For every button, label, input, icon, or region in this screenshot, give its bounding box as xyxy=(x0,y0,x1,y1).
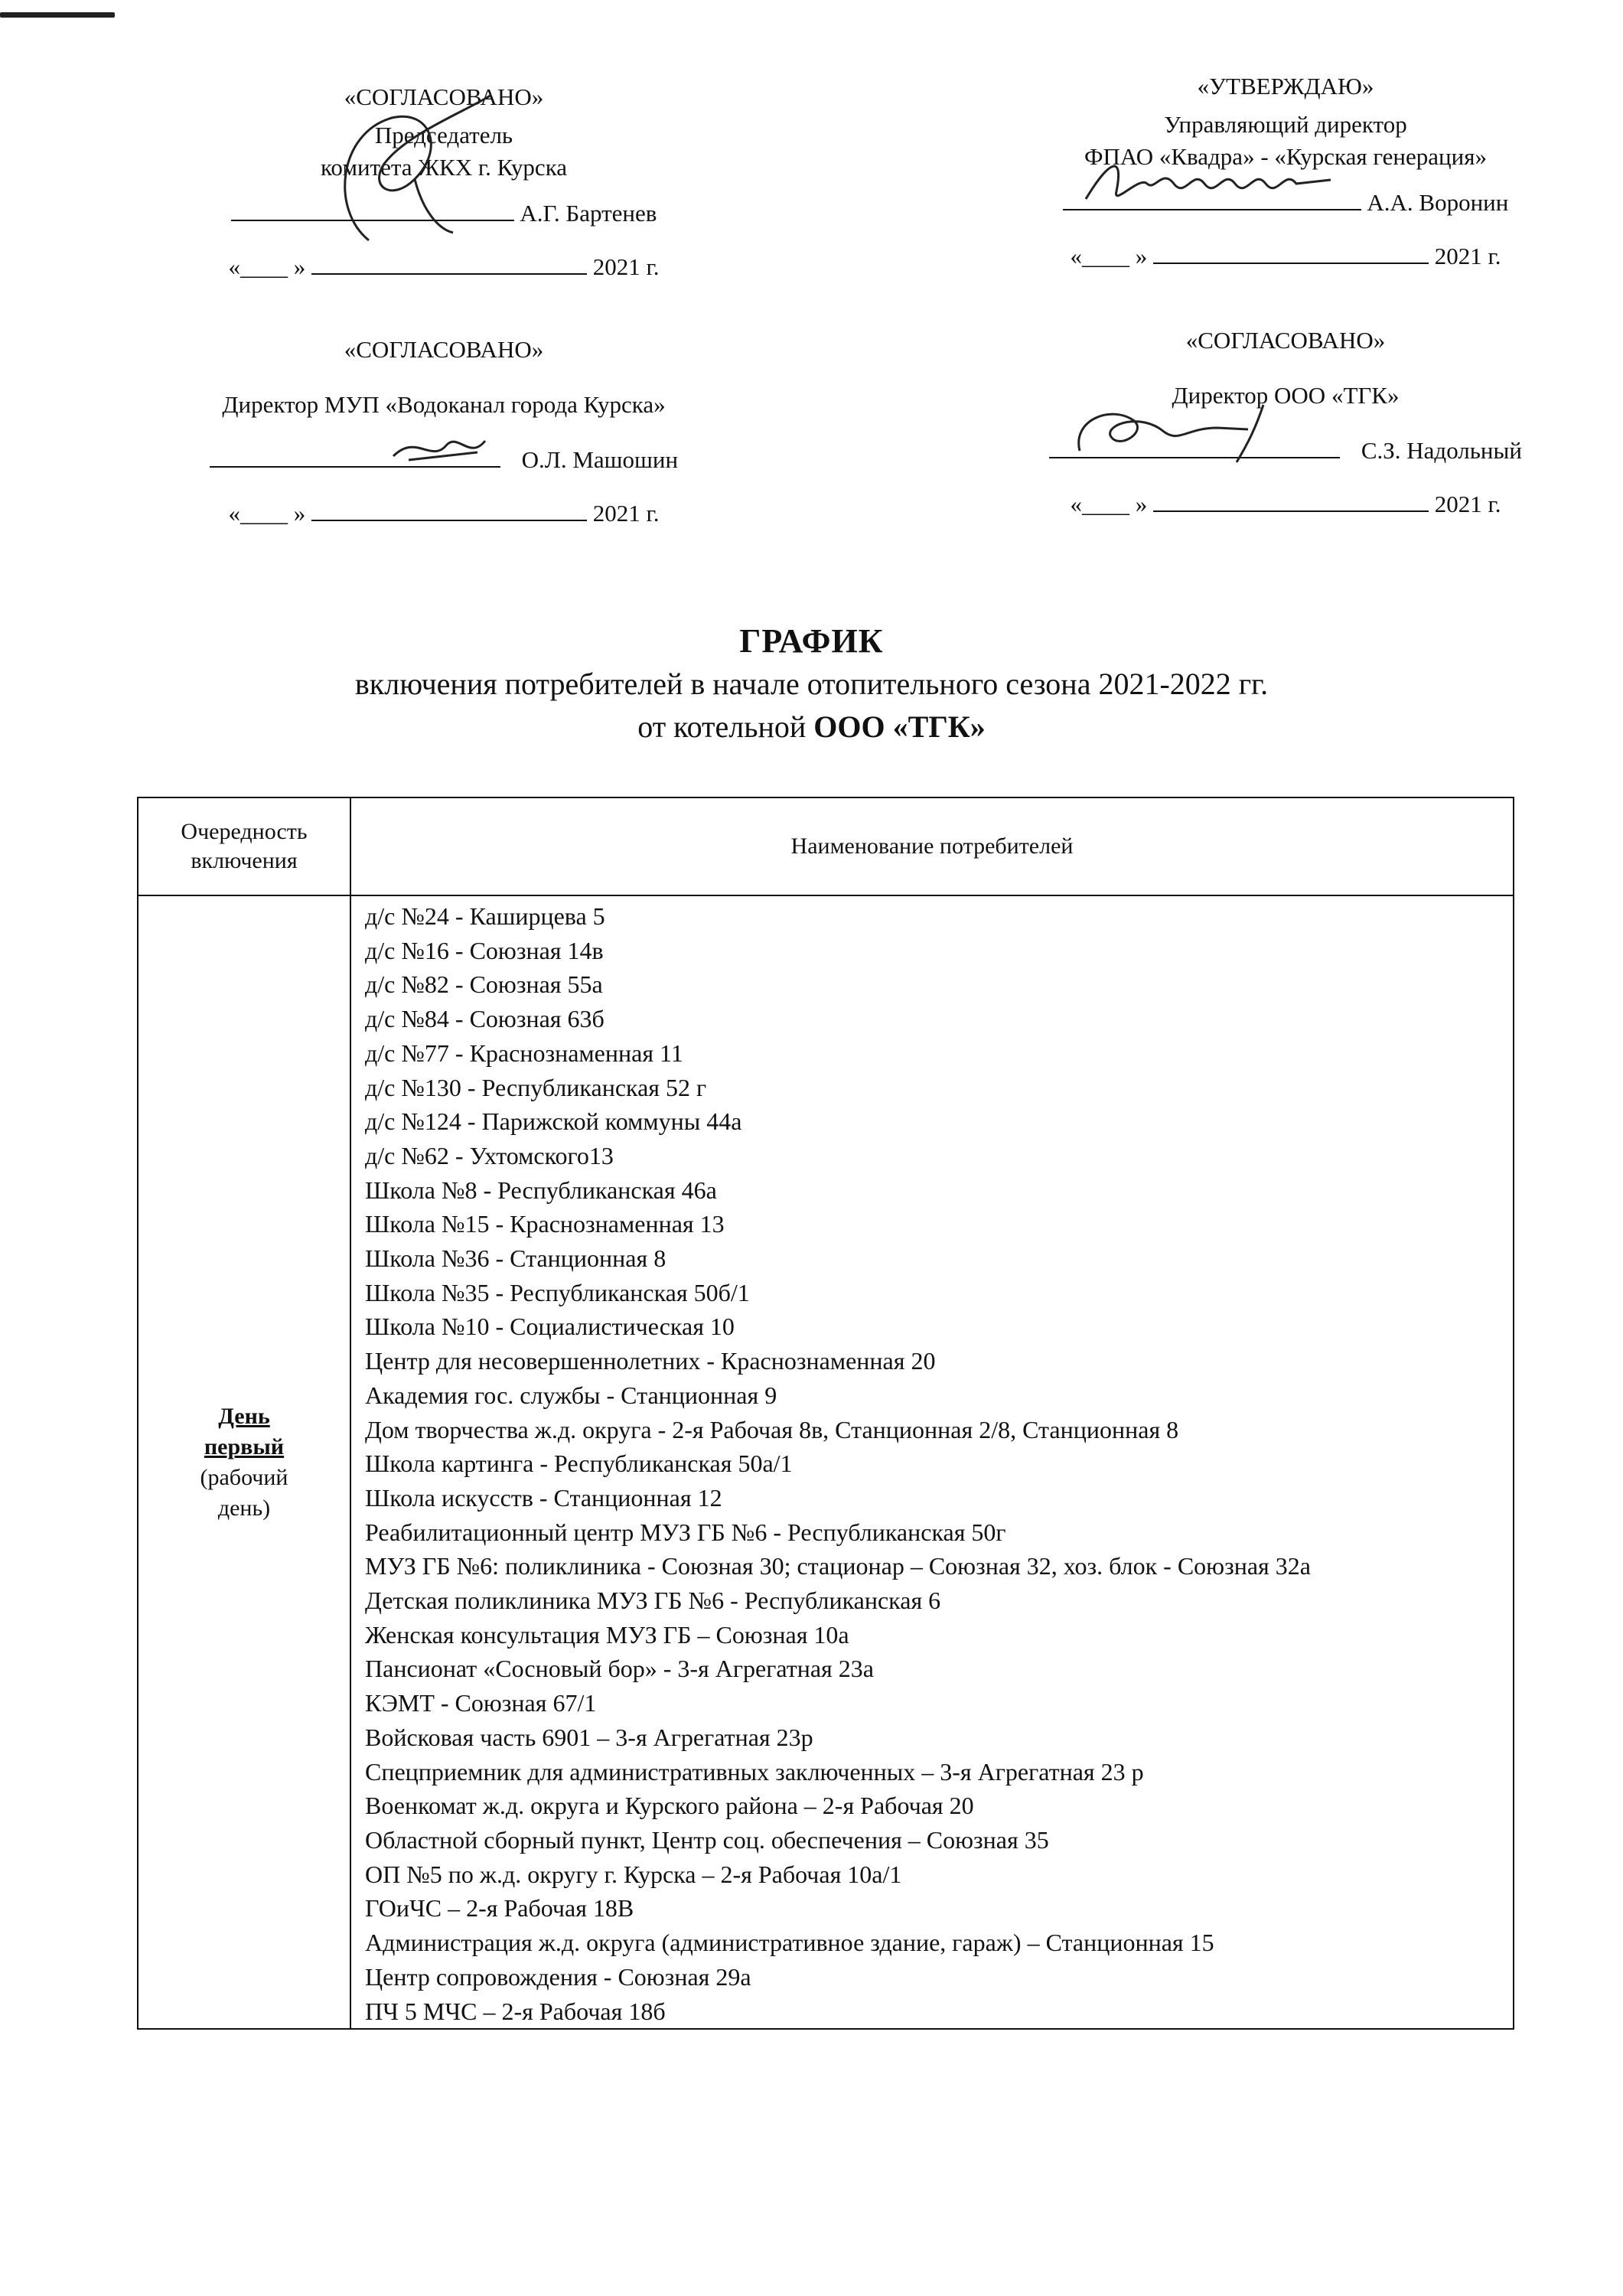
approval-block-tgk xyxy=(1025,321,1546,523)
title-source-company: ООО «ТГК» xyxy=(813,709,986,744)
list-item: д/с №130 - Республиканская 52 г xyxy=(365,1073,707,1101)
signer-name: С.З. Надольный xyxy=(1361,437,1522,464)
list-item: Войсковая часть 6901 – 3-я Агрегатная 23р xyxy=(365,1723,813,1751)
order-day-label: День xyxy=(218,1403,270,1429)
list-item: д/с №77 - Краснознаменная 11 xyxy=(365,1039,683,1067)
approval-heading: «СОГЛАСОВАНО» xyxy=(1185,327,1386,354)
list-item: д/с №24 - Каширцева 5 xyxy=(365,902,605,930)
signer-name: А.А. Воронин xyxy=(1367,189,1509,216)
date-day-placeholder: «____ » xyxy=(228,500,306,527)
date-year: 2021 г. xyxy=(592,253,660,280)
date-year: 2021 г. xyxy=(1434,243,1501,269)
list-item: Областной сборный пункт, Центр соц. обеспечения – Союзная 35 xyxy=(365,1825,1049,1854)
list-item: Дом творчества ж.д. округа - 2-я Рабочая 8в, Станционная 2/8, Станционная 8 xyxy=(365,1415,1179,1443)
list-item: Спецприемник для административных заключенных – 3-я Агрегатная 23 р xyxy=(365,1757,1144,1786)
date-day-placeholder: «____ » xyxy=(228,253,306,280)
list-item: Школа картинга - Республиканская 50а/1 xyxy=(365,1450,793,1478)
approval-heading: «СОГЛАСОВАНО» xyxy=(344,336,544,363)
title-subtitle: включения потребителей в начале отопительного сезона 2021-2022 гг. xyxy=(354,667,1269,701)
order-cell xyxy=(138,895,350,2029)
signature-line xyxy=(210,441,500,479)
signer-name: О.Л. Машошин xyxy=(521,446,679,473)
approval-heading: «УТВЕРЖДАЮ» xyxy=(1197,73,1374,99)
list-item: Женская консультация МУЗ ГБ – Союзная 10а xyxy=(365,1620,849,1649)
approval-block-vodokanal xyxy=(168,331,719,533)
date-month-line xyxy=(1153,240,1429,264)
list-item: д/с №62 - Ухтомского13 xyxy=(365,1141,614,1169)
date-month-line xyxy=(311,250,587,275)
list-item: Детская поликлиника МУЗ ГБ №6 - Республиканская 6 xyxy=(365,1587,941,1615)
list-item: д/с №84 - Союзная 63б xyxy=(365,1005,605,1033)
date-day-placeholder: «____ » xyxy=(1070,243,1148,269)
date-year: 2021 г. xyxy=(592,500,660,527)
list-item: КЭМТ - Союзная 67/1 xyxy=(365,1689,597,1717)
list-item: ГОиЧС – 2-я Рабочая 18В xyxy=(365,1894,634,1923)
signer-position: Управляющий директор xyxy=(1164,111,1407,138)
date-day-placeholder: «____ » xyxy=(1070,491,1148,517)
list-item: Школа №8 - Республиканская 46а xyxy=(365,1176,717,1204)
list-item: д/с №124 - Парижской коммуны 44а xyxy=(365,1107,742,1136)
consumer-list xyxy=(365,896,1513,2028)
list-item: Реабилитационный центр МУЗ ГБ №6 - Республиканская 50г xyxy=(365,1518,1006,1546)
approval-block-housing-committee xyxy=(184,78,704,286)
list-item: Школа №36 - Станционная 8 xyxy=(365,1244,666,1273)
document-title xyxy=(0,620,1623,748)
list-item: Школа искусств - Станционная 12 xyxy=(365,1483,722,1512)
column-header-order: Очередность включения xyxy=(138,797,350,895)
signer-position: Директор МУП «Водоканал города Курска» xyxy=(222,391,666,418)
order-note-end: день) xyxy=(217,1495,271,1521)
list-item: Школа №10 - Социалистическая 10 xyxy=(365,1313,735,1341)
date-year: 2021 г. xyxy=(1434,491,1501,517)
scan-edge-mark xyxy=(0,12,115,18)
list-item: Центр для несовершеннолетних - Краснознаменная 20 xyxy=(365,1347,936,1375)
schedule-table xyxy=(137,797,1514,2030)
consumers-cell xyxy=(350,895,1514,2029)
signer-name: А.Г. Бартенев xyxy=(520,200,657,227)
date-month-line xyxy=(1153,488,1429,512)
list-item: ОП №5 по ж.д. округу г. Курска – 2-я Рабочая 10а/1 xyxy=(365,1860,902,1888)
list-item: Военкомат ж.д. округа и Курского района – 2-я Рабочая 20 xyxy=(365,1792,974,1820)
list-item: МУЗ ГБ №6: поликлиника - Союзная 30; стационар – Союзная 32, хоз. блок - Союзная 32а xyxy=(365,1552,1311,1580)
signer-position: Директор ООО «ТГК» xyxy=(1172,382,1400,409)
signer-position-line2: комитета ЖКХ г. Курска xyxy=(320,154,568,181)
date-month-line xyxy=(311,497,587,521)
list-item: д/с №82 - Союзная 55а xyxy=(365,970,603,999)
list-item: Пансионат «Сосновый бор» - 3-я Агрегатная 23а xyxy=(365,1655,874,1683)
list-item: Школа №35 - Республиканская 50б/1 xyxy=(365,1278,750,1306)
list-item: Академия гос. службы - Станционная 9 xyxy=(365,1381,777,1409)
list-item: Школа №15 - Краснознаменная 13 xyxy=(365,1210,725,1238)
signer-position-line2: ФПАО «Квадра» - «Курская генерация» xyxy=(1084,143,1487,170)
signer-position: Председатель xyxy=(374,122,513,148)
list-item: Центр сопровождения - Союзная 29а xyxy=(365,1962,751,1991)
title-source-line xyxy=(0,706,1623,748)
table-header-row xyxy=(138,797,1514,895)
signature-line xyxy=(231,194,514,233)
signature-line xyxy=(1063,184,1361,222)
title-source-prefix: от котельной xyxy=(637,709,814,744)
signature-line xyxy=(1049,432,1340,470)
approval-heading: «СОГЛАСОВАНО» xyxy=(344,83,544,110)
column-header-consumers: Наименование потребителей xyxy=(350,797,1514,895)
list-item: д/с №16 - Союзная 14в xyxy=(365,936,604,964)
list-item: Администрация ж.д. округа (административное здание, гараж) – Станционная 15 xyxy=(365,1929,1214,1957)
approval-block-kvadra xyxy=(1025,67,1546,276)
title-main: ГРАФИК xyxy=(739,622,884,660)
order-note: (рабочий xyxy=(200,1464,288,1490)
table-row xyxy=(138,895,1514,2029)
order-day-number: первый xyxy=(204,1433,285,1459)
list-item: ПЧ 5 МЧС – 2-я Рабочая 18б xyxy=(365,1997,666,2025)
